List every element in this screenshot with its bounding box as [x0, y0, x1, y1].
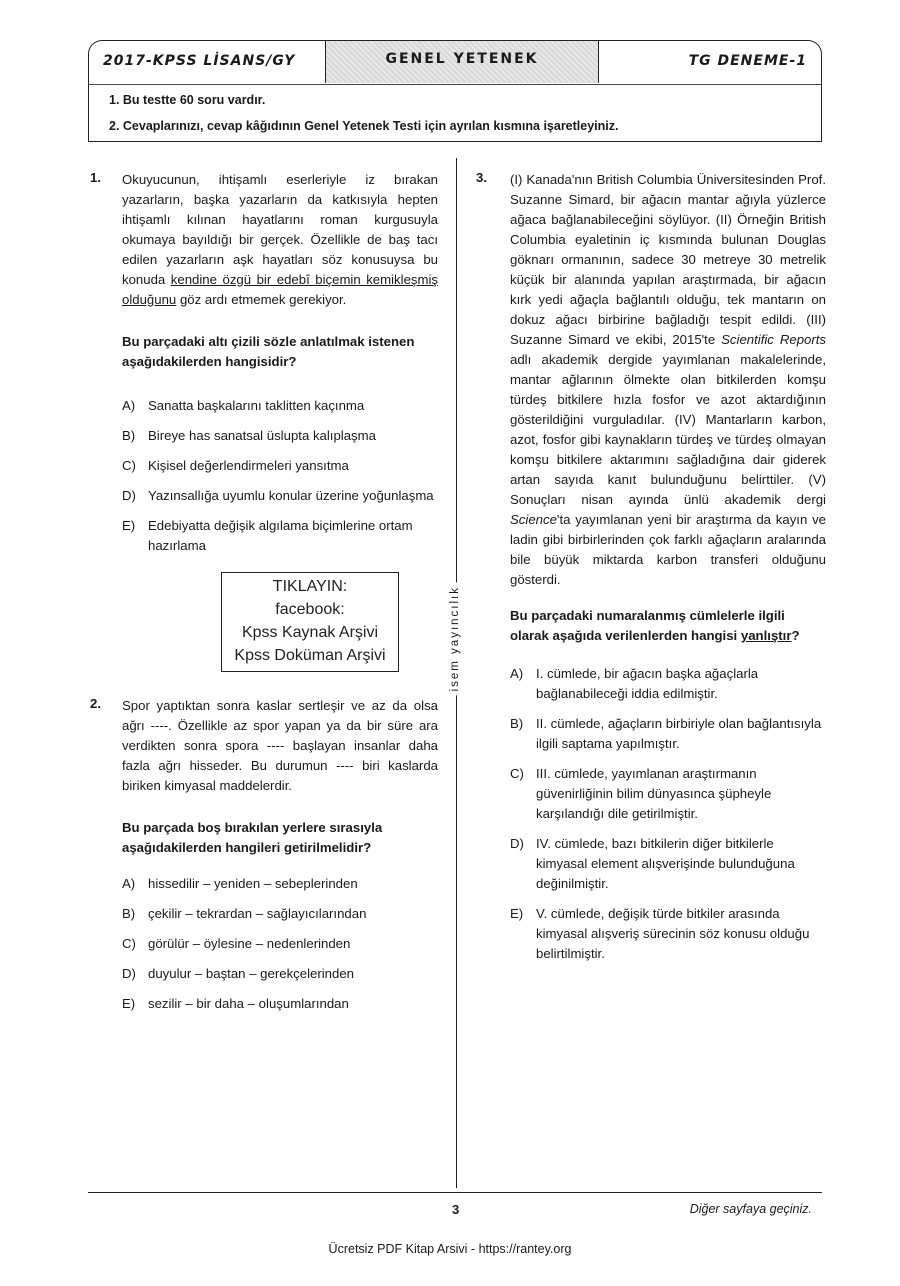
option-e[interactable]: E) Edebiyatta değişik algılama biçimlerine ortam hazırlama — [122, 518, 413, 553]
promo-box[interactable] — [221, 572, 399, 672]
option-e[interactable]: E) sezilir – bir daha – oluşumlarından — [122, 996, 349, 1011]
question-stem: Bu parçadaki numaralanmış cümlelerle ilgili olarak aşağıda verilenlerden hangisi yanlıştır? — [510, 608, 800, 643]
question-stem: Bu parçada boş bırakılan yerlere sırasıyla aşağıdakilerden hangileri getirilmelidir? — [122, 820, 383, 855]
section-title-box — [325, 41, 599, 83]
option-b[interactable]: B) II. cümlede, ağaçların birbiriyle olan bağlantısıyla ilgili saptama yapılmıştır. — [510, 716, 822, 751]
option-c[interactable]: C) Kişisel değerlendirmeleri yansıtma — [122, 458, 349, 473]
question-1 — [122, 170, 438, 556]
option-b[interactable]: B) Bireye has sanatsal üslupta kalıplaşma — [122, 428, 376, 443]
option-e[interactable]: E) V. cümlede, değişik türde bitkiler arasında kimyasal alışveriş sürecinin söz konusu olduğu belirtilmiştir. — [510, 906, 810, 961]
section-title: GENEL YETENEK — [385, 51, 539, 67]
footer-divider — [88, 1192, 822, 1193]
promo-line: facebook: — [275, 601, 345, 618]
question-number: 3. — [476, 170, 487, 185]
instructions-box — [88, 84, 822, 142]
question-paragraph: (I) Kanada'nın British Columbia Üniversitesinden Prof. Suzanne Simard, bir ağacın mantar ağıyla yüzlerce ağaca bağlanabileceğini söylüyor. (II) Örneğin British Columbia eyaletinin iç kısmında bulunan Douglas göknarı ormanının, sadece 30 metreye 30 metrelik küçük bir alanında yapılan araştırmada, bir ağacın kırk yedi ağaçla bağlantılı olduğu, tek mantarın on dokuz ağacı birbirine bağladığı tespit edildi. (III) Suzanne Simard ve ekibi, 2015'te Scientific Reports adlı akademik dergide yayımlanan makalelerinde, mantar ağlarının ölmekte olan bitkilerden komşu türdeş bitkilere hızla fosfor ve azot aktardığının gösterildiğini vurguladılar. (IV) Mantarların karbon, azot, fosfor gibi kaynakların türdeş ve türdeş olmayan komşu bitkilere aktarımını sağladığına dair giderek artan sayıda kanıt bulunduğunu belirttiler. (V) Sonuçları nisan ayında ünlü akademik dergi Science'ta yayımlanan yeni bir araştırma da kayın ve ladin gibi birbirlerinden çok farklı ağaçların aralarında bile büyük miktarda karbon transferi olduğunu gösterdi. — [510, 172, 827, 587]
page-number: 3 — [452, 1202, 460, 1217]
option-d[interactable]: D) Yazınsallığa uyumlu konular üzerine yoğunlaşma — [122, 488, 434, 503]
publisher-vertical-text: isem yayıncılık — [449, 582, 463, 695]
instruction-2: 2. Cevaplarınızı, cevap kâğıdının Genel Yetenek Testi için ayrılan kısmına işaretleyiniz. — [109, 119, 619, 133]
page-header — [88, 40, 822, 84]
option-a[interactable]: A) I. cümlede, bir ağacın başka ağaçlarla bağlanabileceği iddia edilmiştir. — [510, 666, 759, 701]
question-3 — [510, 170, 826, 964]
option-d[interactable]: D) duyulur – baştan – gerekçelerinden — [122, 966, 355, 981]
option-c[interactable]: C) III. cümlede, yayımlanan araştırmanın güvenirliğinin bilim dünyasınca şüpheyle karşılandığı dile getirilmiştir. — [510, 766, 772, 821]
promo-line: Kpss Kaynak Arşivi — [241, 624, 379, 641]
exam-series: TG DENEME-1 — [688, 53, 807, 69]
promo-line: TIKLAYIN: — [272, 578, 348, 595]
underlined-phrase: kendine özgü bir edebî biçemin kemikleşmiş olduğunu — [122, 272, 438, 307]
option-b[interactable]: B) çekilir – tekrardan – sağlayıcılarından — [122, 906, 367, 921]
question-number: 2. — [90, 696, 101, 711]
next-page-note: Diğer sayfaya geçiniz. — [689, 1202, 812, 1216]
option-d[interactable]: D) IV. cümlede, bazı bitkilerin diğer bitkilerle kimyasal element alışverişinde bulunduğuna değinilmiştir. — [510, 836, 795, 891]
instruction-1: 1. Bu testte 60 soru vardır. — [109, 93, 266, 107]
question-paragraph: Okuyucunun, ihtişamlı eserleriyle iz bırakan yazarların, başka yazarların da katkısıyla hepten ihtişamlı kılınan hayatlarını roman kurgusuyla okumaya bayıldığı bir gerçek. Özellikle de baş tacı edilen yazarların aşk hayatları söz konusuysa bu konuda kendine özgü bir edebî biçemin kemikleşmiş olduğunu göz ardı etmemek gerekiyor. — [122, 172, 438, 307]
question-number: 1. — [90, 170, 101, 185]
option-a[interactable]: A) hissedilir – yeniden – sebeplerinden — [122, 876, 358, 891]
promo-line: Kpss Doküman Arşivi — [234, 647, 386, 664]
option-c[interactable]: C) görülür – öylesine – nedenlerinden — [122, 936, 351, 951]
question-2 — [122, 696, 438, 1014]
exam-title: 2017-KPSS LİSANS/GY — [103, 53, 296, 69]
source-credit[interactable]: Ücretsiz PDF Kitap Arsivi - https://rantey.org — [328, 1242, 572, 1256]
option-a[interactable]: A) Sanatta başkalarını taklitten kaçınma — [122, 398, 365, 413]
question-paragraph: Spor yaptıktan sonra kaslar sertleşir ve az da olsa ağrı ----. Özellikle az spor yapan ya da bir süre ara verdikten sonra spora ---- başlayan insanlar daha fazla ağrı hisseder. Bu durumun ---- biri kaslarda biriken kimyasal maddelerdir. — [122, 698, 438, 793]
question-stem: Bu parçadaki altı çizili sözle anlatılmak istenen aşağıdakilerden hangisidir? — [122, 334, 415, 369]
